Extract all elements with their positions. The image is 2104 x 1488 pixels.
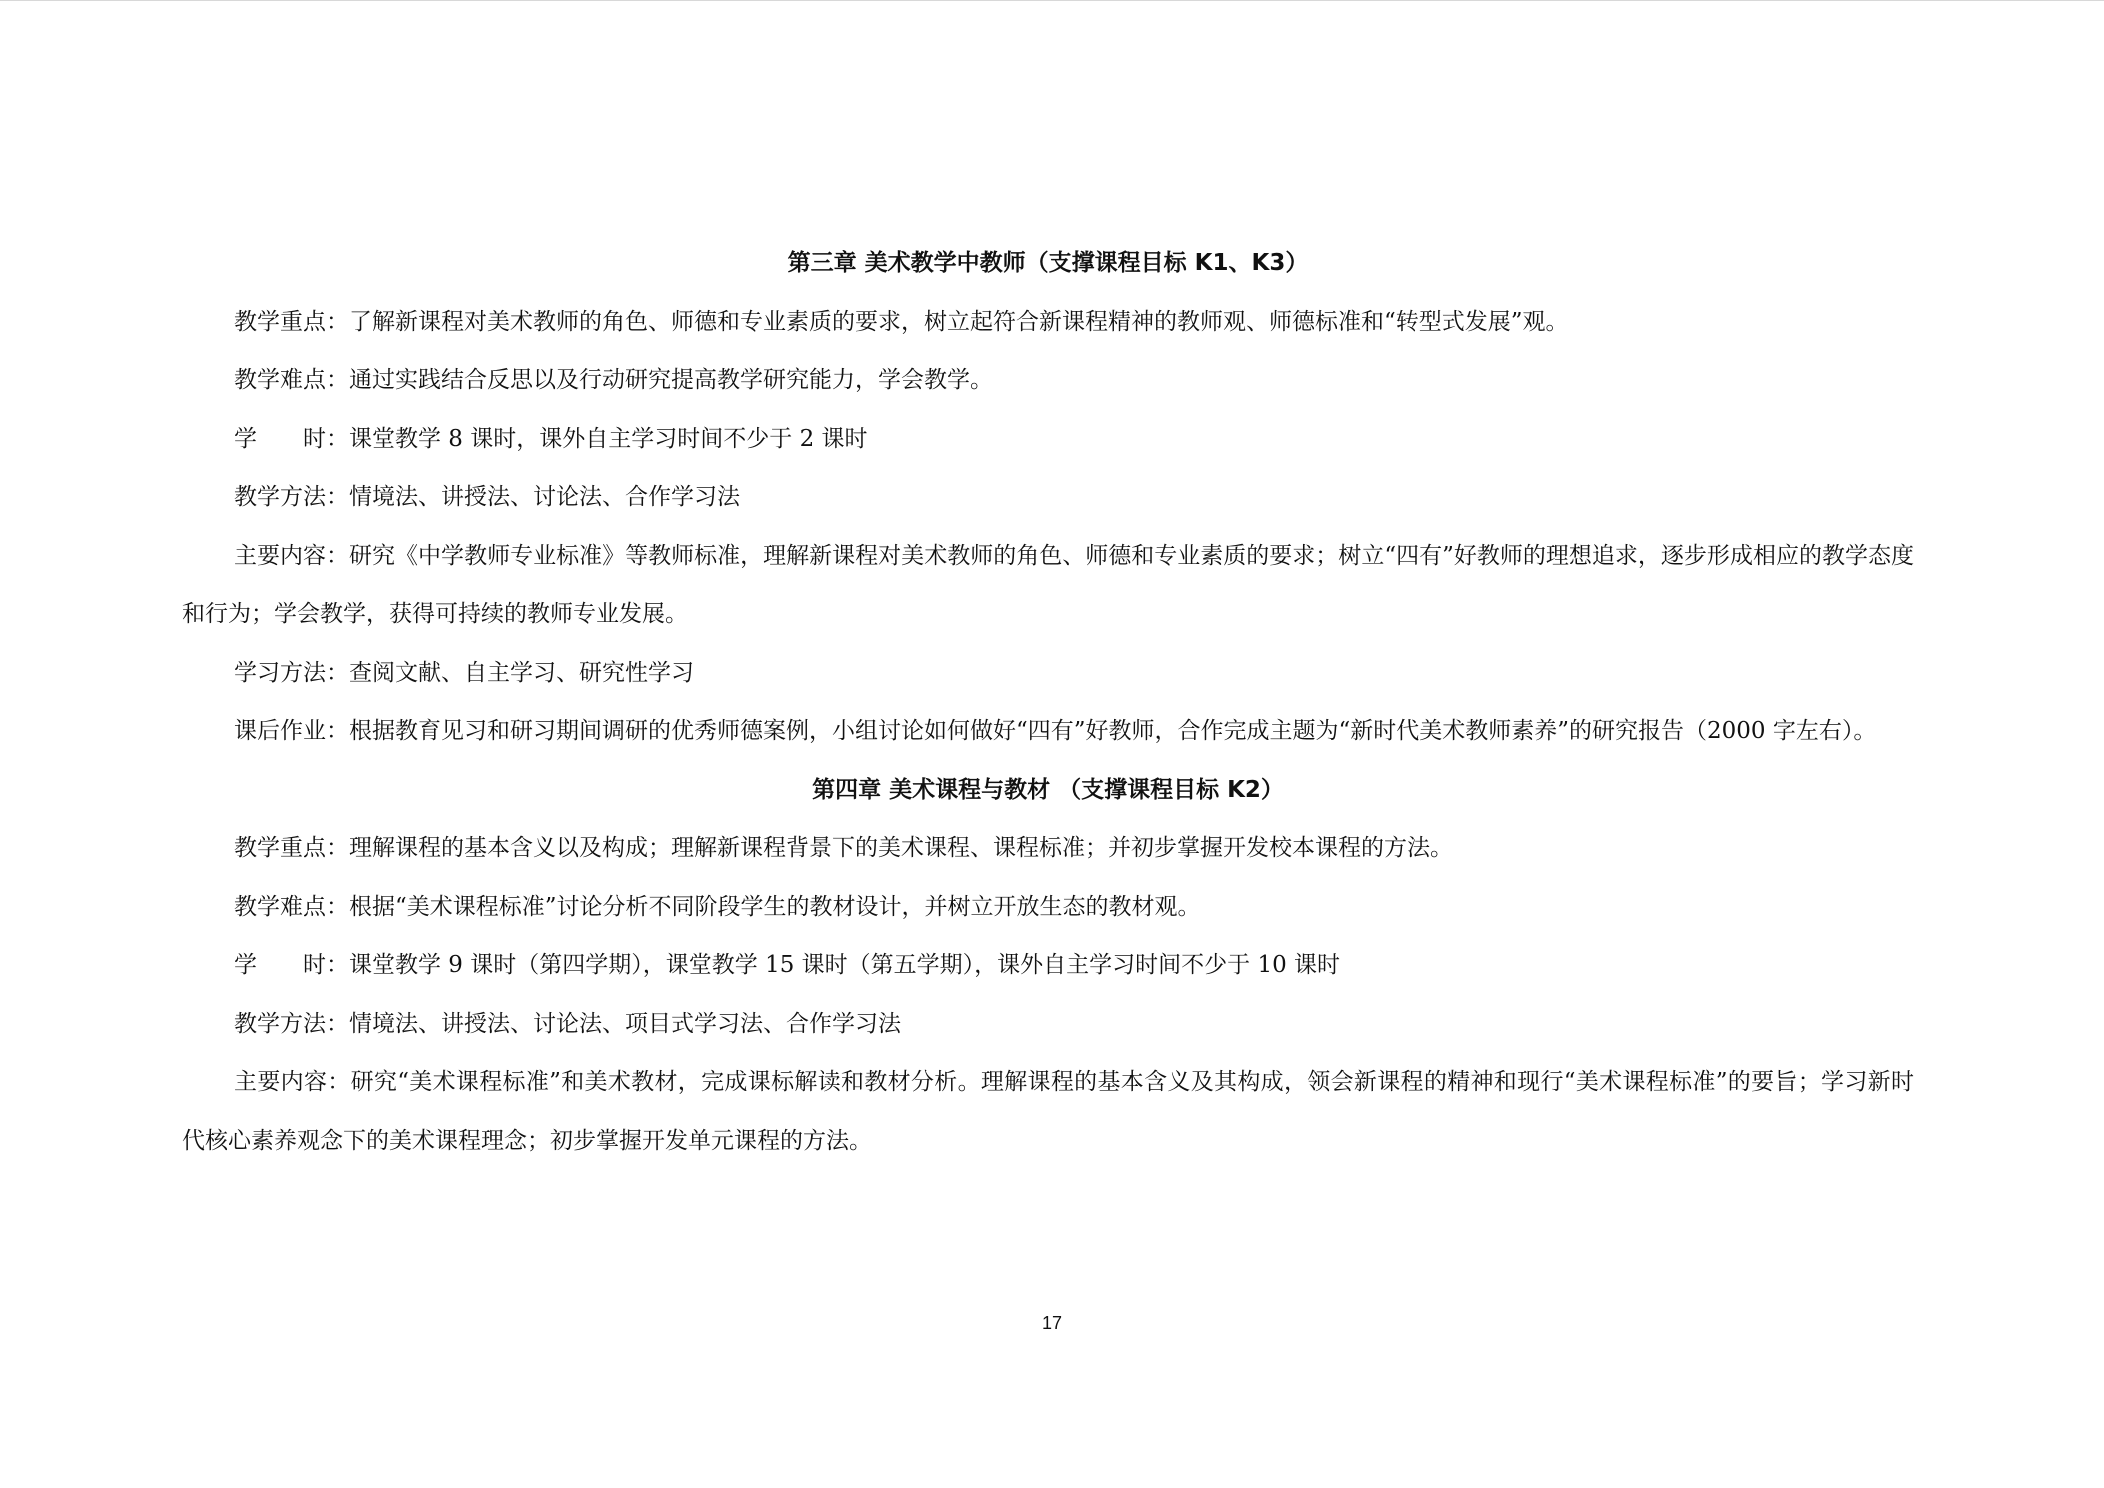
chapter-3-teaching-methods: 教学方法：情境法、讲授法、讨论法、合作学习法: [234, 484, 740, 510]
chapter-4-main-content: 主要内容：研究“美术课程标准”和美术教材，完成课标解读和教材分析。理解课程的基本含义及其构成，领会新课程的精神和现行“美术课程标准”的要旨；学习新时代核心素养观念下的美术课程理念；初步掌握开发单元课程的方法。: [182, 1069, 1914, 1154]
chapter-3-difficulties: 教学难点：通过实践结合反思以及行动研究提高教学研究能力，学会教学。: [234, 367, 993, 393]
chapter-4-heading: 第四章 美术课程与教材 （支撑课程目标 K2）: [812, 776, 1284, 803]
chapter-3-homework: 课后作业：根据教育见习和研习期间调研的优秀师德案例，小组讨论如何做好“四有”好教师，合作完成主题为“新时代美术教师素养”的研究报告（2000 字左右）。: [234, 718, 1877, 744]
chapter-4-hours: 学 时：课堂教学 9 课时（第四学期），课堂教学 15 课时（第五学期），课外自主学习时间不少于 10 课时: [234, 952, 1341, 978]
page-content: [182, 234, 1914, 1170]
chapter-3-learning-methods: 学习方法：查阅文献、自主学习、研究性学习: [234, 659, 694, 686]
chapter-3-heading: 第三章 美术教学中教师（支撑课程目标 K1、K3）: [787, 250, 1309, 276]
page-number: 17: [1041, 1313, 1063, 1333]
chapter-3-hours: 学 时：课堂教学 8 课时，课外自主学习时间不少于 2 课时: [234, 425, 868, 452]
chapter-3-key-points: 教学重点：了解新课程对美术教师的角色、师德和专业素质的要求，树立起符合新课程精神的教师观、师德标准和“转型式发展”观。: [234, 308, 1569, 335]
chapter-3-main-content: 主要内容：研究《中学教师专业标准》等教师标准，理解新课程对美术教师的角色、师德和专业素质的要求；树立“四有”好教师的理想追求，逐步形成相应的教学态度和行为；学会教学，获得可持续的教师专业发展。: [182, 542, 1914, 627]
chapter-4-key-points: 教学重点：理解课程的基本含义以及构成；理解新课程背景下的美术课程、课程标准；并初步掌握开发校本课程的方法。: [234, 835, 1453, 861]
chapter-4-difficulties: 教学难点：根据“美术课程标准”讨论分析不同阶段学生的教材设计，并树立开放生态的教材观。: [234, 893, 1201, 920]
chapter-4-teaching-methods: 教学方法：情境法、讲授法、讨论法、项目式学习法、合作学习法: [234, 1010, 901, 1037]
